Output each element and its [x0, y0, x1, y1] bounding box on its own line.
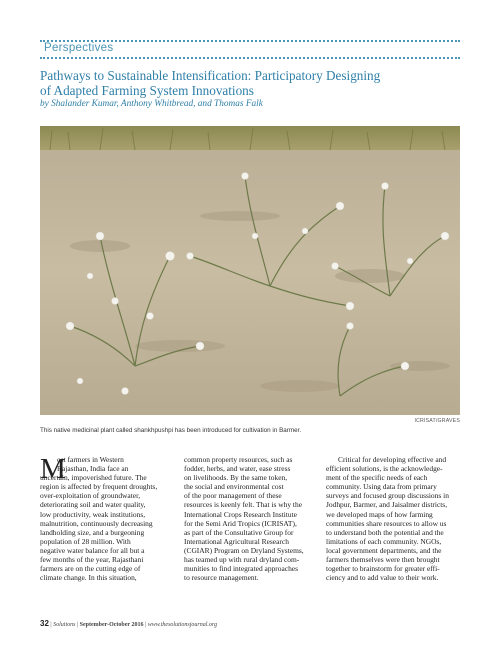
body-line: as part of the Consultative Group for	[184, 527, 294, 537]
body-line: surveys and focused group discussions in	[326, 491, 449, 501]
drop-cap: M	[40, 453, 66, 485]
footer-separator: |	[48, 622, 54, 628]
body-line: population of 28 million. With	[40, 536, 131, 546]
title-line-2: of Adapted Farming System Innovations	[40, 82, 254, 98]
article-photo	[40, 126, 460, 415]
body-line: communities share resources to allow us	[326, 518, 447, 528]
body-line: ciency and to add value to their work.	[326, 573, 439, 583]
body-line: to resource management.	[184, 573, 259, 583]
body-line: low productivity, weak institutions,	[40, 509, 146, 519]
body-line: resources is keenly felt. That is why the	[184, 500, 303, 510]
journal-url: www.thesolutionsjournal.org	[147, 622, 218, 628]
footer-separator: |	[143, 622, 148, 628]
body-line: farmers are on the cutting edge of	[40, 564, 141, 574]
body-line: landholding size, and a burgeoning	[40, 527, 145, 537]
body-column-2	[184, 455, 312, 582]
body-line: ment of the specific needs of each	[326, 473, 428, 483]
body-line: deteriorating soil and water quality,	[40, 500, 146, 510]
body-line: over-exploitation of groundwater,	[40, 491, 141, 501]
body-line: the social and environmental cost	[184, 482, 284, 492]
page-number: 32	[40, 619, 49, 628]
body-line: Rajasthan, India face an	[57, 464, 129, 474]
photo-caption: This native medicinal plant called shankhpushpi has been introduced for cultivation in Barmer.	[40, 427, 302, 434]
page-footer	[40, 619, 460, 628]
body-line: (CGIAR) Program on Dryland Systems,	[184, 545, 304, 555]
byline: by Shalander Kumar, Anthony Whitbread, and Thomas Falk	[40, 99, 263, 109]
plant-photo-illustration	[40, 126, 460, 415]
body-line: common property resources, such as	[184, 455, 293, 464]
body-line: munities to find integrated approaches	[184, 564, 299, 574]
section-dotted-rule	[40, 57, 460, 59]
body-line: together to brainstorm for greater effi-	[326, 564, 440, 574]
body-line: negative water balance for all but a	[40, 545, 145, 555]
issue-date: September-October 2016	[79, 622, 144, 628]
body-line: ost farmers in Western	[57, 455, 124, 464]
body-line: has teamed up with rural dryland com-	[184, 555, 300, 565]
body-line: fodder, herbs, and water, ease stress	[184, 464, 291, 474]
body-line: limitations of each community. NGOs,	[326, 536, 442, 546]
body-line: International Agricultural Research	[184, 536, 289, 546]
body-line: Critical for developing effective and	[338, 455, 447, 464]
body-line: community. Using data from primary	[326, 482, 437, 492]
body-line: of the poor management of these	[184, 491, 282, 501]
body-line: efficient solutions, is the acknowledge-	[326, 464, 443, 474]
body-column-3	[326, 455, 454, 582]
section-label: Perspectives	[44, 42, 114, 54]
body-line: to understand both the potential and the	[326, 527, 444, 537]
body-line: uncertain, impoverished future. The	[40, 473, 147, 483]
body-line: International Crops Research Institute	[184, 509, 297, 519]
body-line: on livelihoods. By the same token,	[184, 473, 288, 483]
publication-name: Solutions	[53, 622, 76, 628]
body-line: region is affected by frequent droughts,	[40, 482, 158, 492]
body-line: we developed maps of how farming	[326, 509, 433, 519]
body-line: for the Semi Arid Tropics (ICRISAT),	[184, 518, 297, 528]
article-title	[40, 69, 460, 98]
body-line: farmers themselves were then brought	[326, 555, 440, 565]
body-column-1	[40, 455, 168, 582]
body-line: local government departments, and the	[326, 545, 442, 555]
title-line-1: Pathways to Sustainable Intensification: Participatory Designing	[40, 68, 381, 83]
body-line: Jodhpur, Barmer, and Jaisalmer districts,	[326, 500, 448, 510]
photo-credit: ICRISAT/GRAVES	[414, 418, 460, 424]
body-line: malnutrition, continuously decreasing	[40, 518, 153, 528]
footer-separator: |	[75, 622, 80, 628]
body-line: few months of the year, Rajasthani	[40, 555, 144, 565]
body-line: climate change. In this situation,	[40, 573, 137, 583]
